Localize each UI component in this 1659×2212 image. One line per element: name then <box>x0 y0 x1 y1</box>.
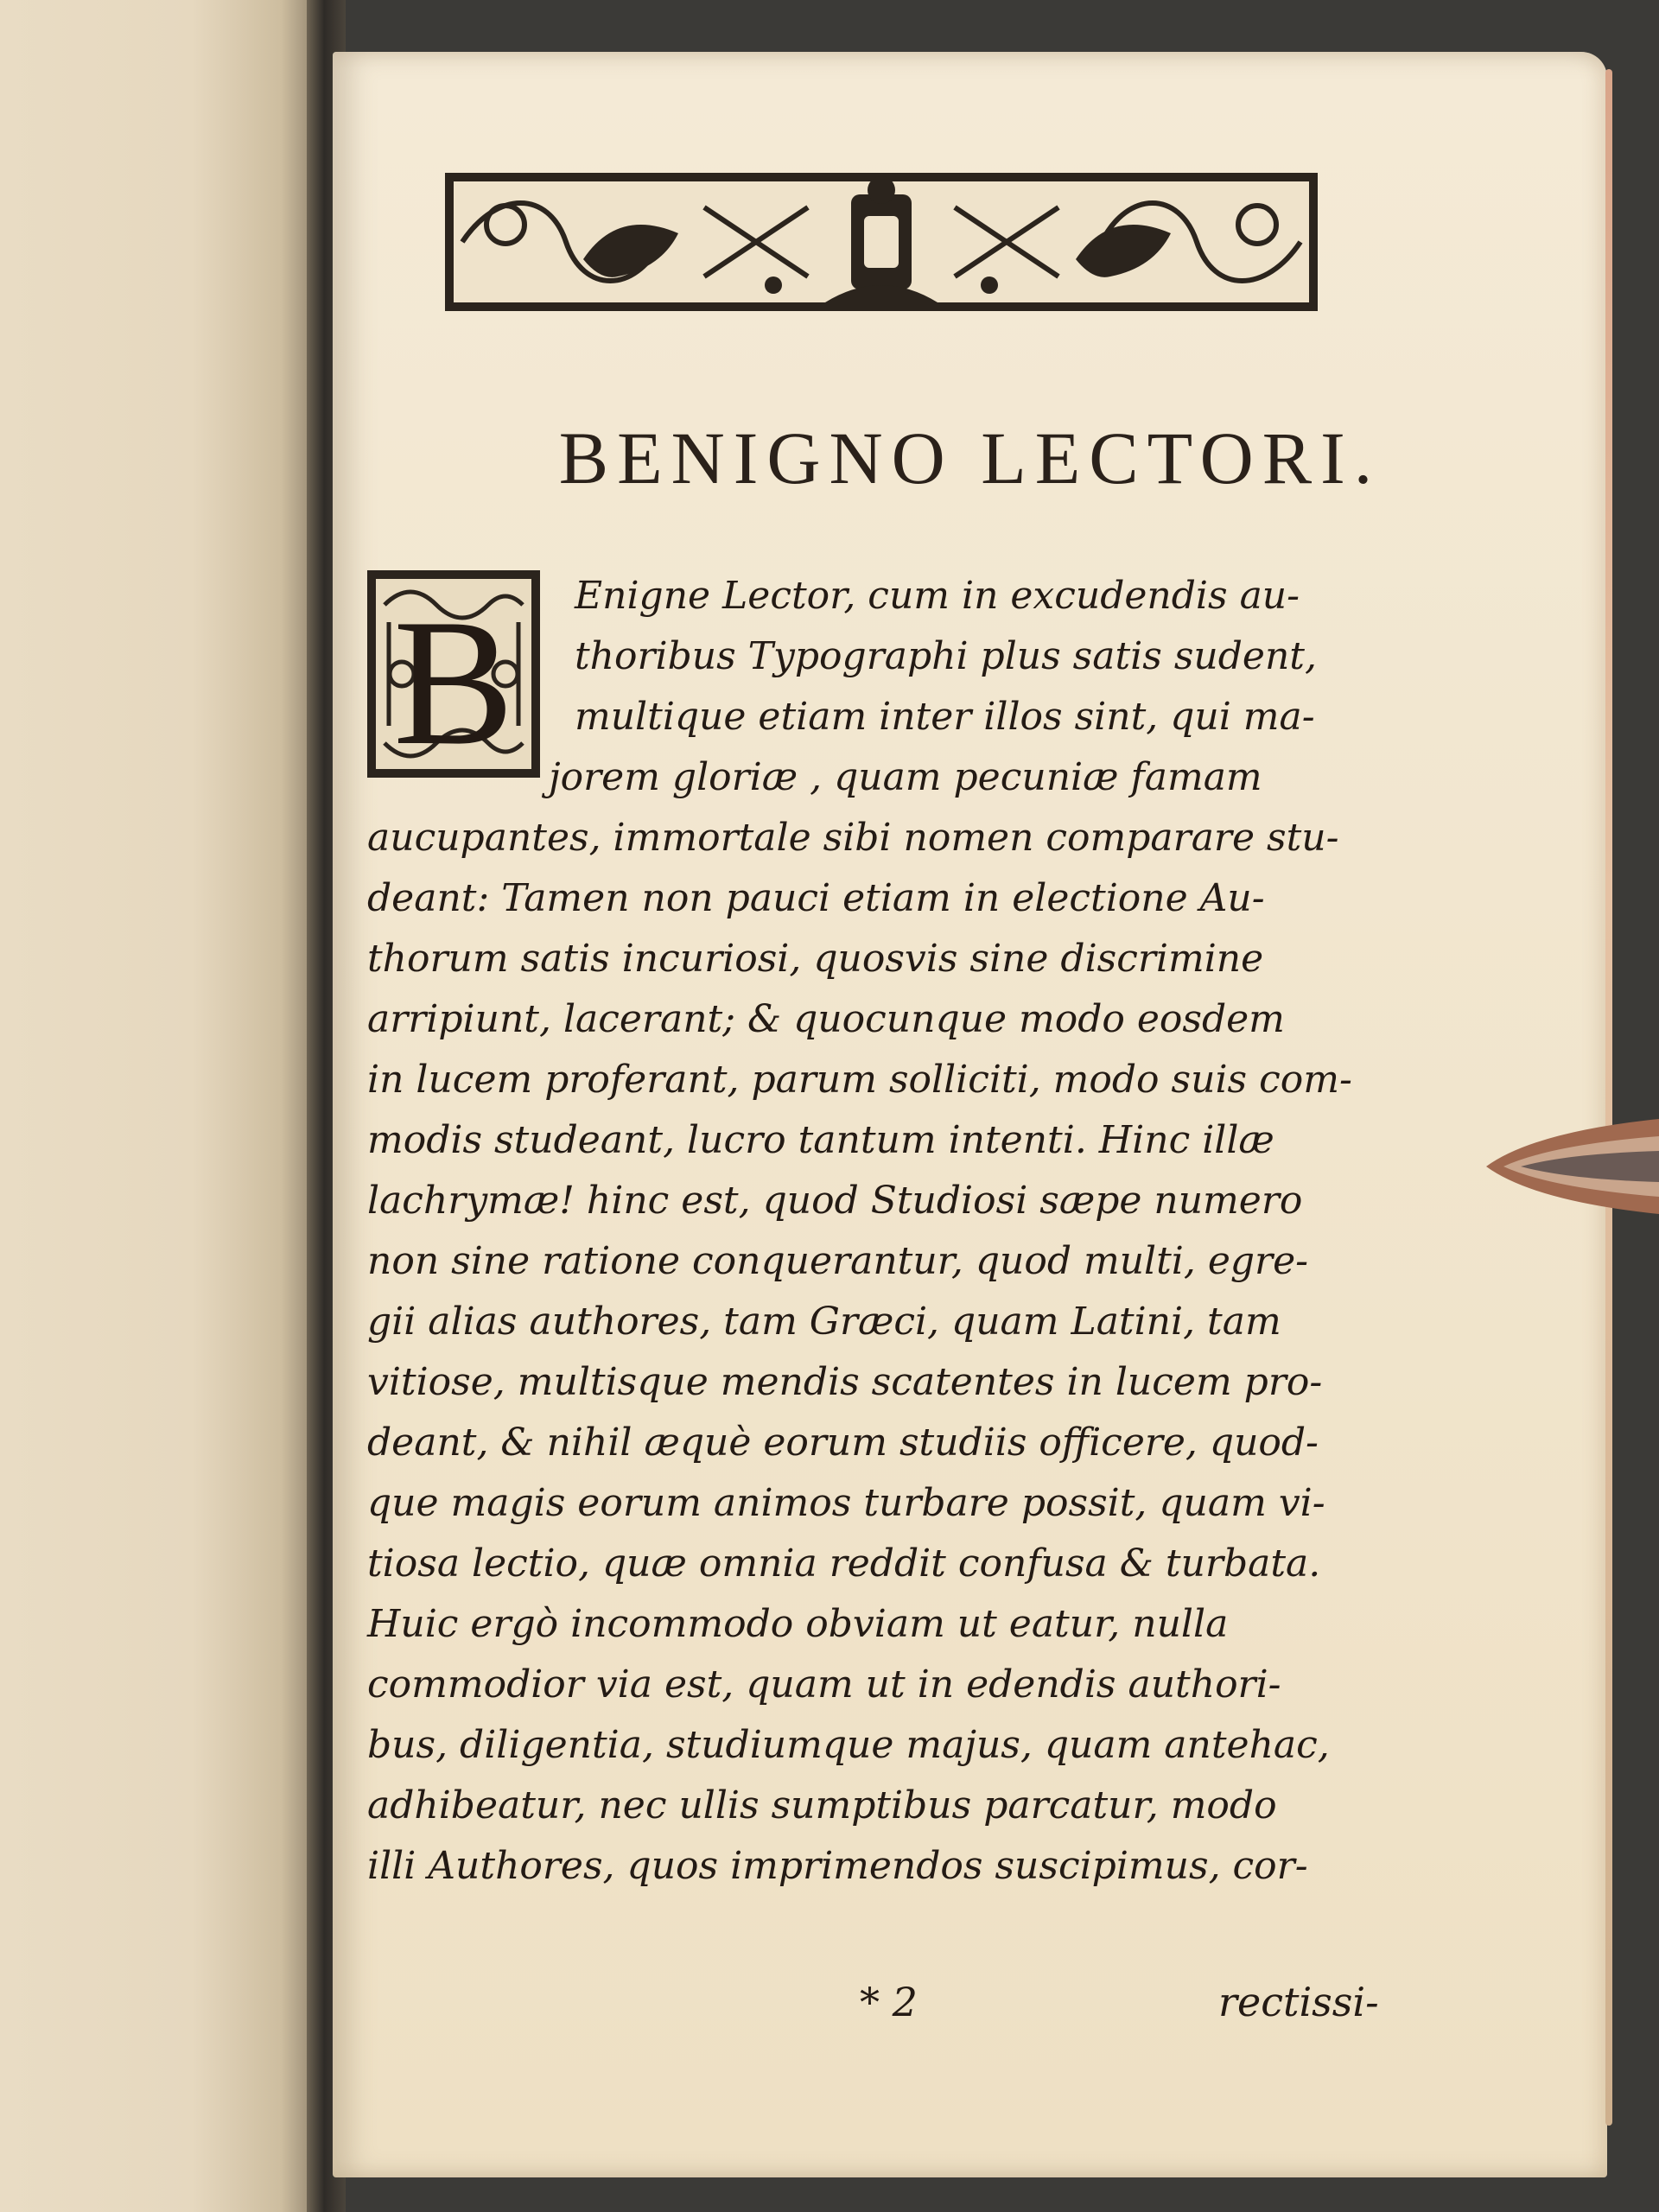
text-line: commodior via est, quam ut in edendis authori- <box>367 1662 1281 1707</box>
text-line: Enigne Lector, cum in excudendis au- <box>575 574 1300 618</box>
ornamental-headpiece <box>445 156 1318 328</box>
text-line: aucupantes, immortale sibi nomen comparare stu- <box>367 816 1339 860</box>
text-line: gii alias authores, tam Græci, quam Latini, tam <box>367 1300 1281 1344</box>
text-line: deant, & nihil æquè eorum studiis officere, quod- <box>367 1421 1319 1465</box>
text-line: jorem gloriæ , quam pecuniæ famam <box>549 755 1262 799</box>
text-line: illi Authores, quos imprimendos suscipimus, cor- <box>367 1844 1308 1888</box>
initial-letter: B <box>392 582 515 778</box>
text-line: que magis eorum animos turbare possit, quam vi- <box>367 1481 1325 1525</box>
book-page <box>333 52 1607 2177</box>
text-line: modis studeant, lucro tantum intenti. Hinc illæ <box>367 1118 1274 1162</box>
text-line: in lucem proferant, parum solliciti, modo suis com- <box>367 1058 1352 1102</box>
text-line: Huic ergò incommodo obviam ut eatur, nulla <box>367 1602 1229 1646</box>
left-facing-page <box>0 0 320 2212</box>
text-line: thoribus Typographi plus satis sudent, <box>575 634 1317 678</box>
page-edge <box>1605 69 1612 2126</box>
text-line: vitiose, multisque mendis scatentes in lucem pro- <box>367 1360 1323 1404</box>
text-line: tiosa lectio, quæ omnia reddit confusa & turbata. <box>367 1541 1321 1586</box>
text-line: deant: Tamen non pauci etiam in electione Au- <box>367 876 1265 920</box>
catchword: rectissi- <box>1218 1979 1379 2025</box>
bookmark-clip <box>1482 1115 1659 1218</box>
decorated-initial-b <box>367 570 540 778</box>
text-line: lachrymæ! hinc est, quod Studiosi sæpe numero <box>367 1179 1303 1223</box>
text-line: thorum satis incuriosi, quosvis sine discrimine <box>367 937 1264 981</box>
page-title: BENIGNO LECTORI. <box>558 416 1382 499</box>
signature-mark: * 2 <box>860 1979 918 2025</box>
text-line: arripiunt, lacerant; & quocunque modo eosdem <box>367 997 1285 1041</box>
text-line: non sine ratione conquerantur, quod multi, egre- <box>367 1239 1308 1283</box>
text-line: bus, diligentia, studiumque majus, quam antehac, <box>367 1723 1330 1767</box>
text-line: multique etiam inter illos sint, qui ma- <box>575 695 1315 739</box>
text-line: adhibeatur, nec ullis sumptibus parcatur, modo <box>367 1783 1277 1827</box>
